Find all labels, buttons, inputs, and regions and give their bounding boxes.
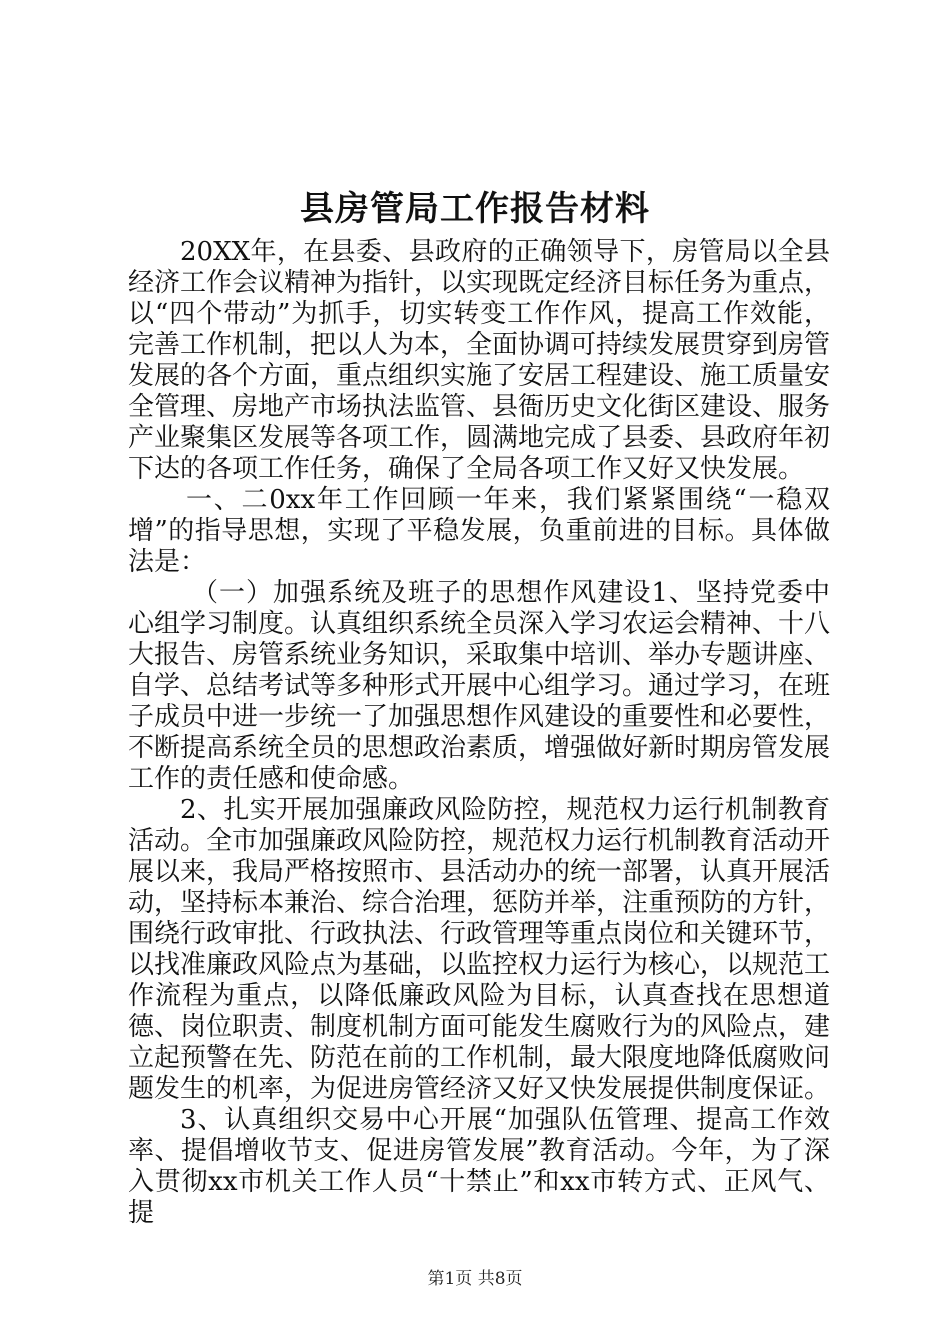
document-body	[128, 237, 830, 1229]
page-number-footer: 第1页 共8页	[427, 1269, 523, 1289]
paragraph-item-2: 2、扎实开展加强廉政风险防控，规范权力运行机制教育活动。全市加强廉政风险防控，规范权力运行机制教育活动开展以来，我局严格按照市、县活动办的统一部署，认真开展活动，坚持标本兼治、综合治理，惩防并举，注重预防的方针，围绕行政审批、行政执法、行政管理等重点岗位和关键环节，以找准廉政风险点为基础，以监控权力运行为核心，以规范工作流程为重点，以降低廉政风险为目标，认真查找在思想道德、岗位职责、制度机制方面可能发生腐败行为的风险点，建立起预警在先、防范在前的工作机制，最大限度地降低腐败问题发生的机率，为促进房管经济又好又快发展提供制度保证。	[128, 795, 831, 1104]
paragraph-intro: 20XX年，在县委、县政府的正确领导下，房管局以全县经济工作会议精神为指针，以实现既定经济目标任务为重点，以“四个带动”为抓手，切实转变工作作风，提高工作效能，完善工作机制，把以人为本，全面协调可持续发展贯穿到房管发展的各个方面，重点组织实施了安居工程建设、施工质量安全管理、房地产市场执法监管、县衙历史文化街区建设、服务产业聚集区发展等各项工作，圆满地完成了县委、县政府年初下达的各项工作任务，确保了全局各项工作又好又快发展。	[128, 237, 831, 484]
paragraph-section-1: （一）加强系统及班子的思想作风建设1、坚持党委中心组学习制度。认真组织系统全员深入学习农运会精神、十八大报告、房管系统业务知识，采取集中培训、举办专题讲座、自学、总结考试等多种形式开展中心组学习。通过学习，在班子成员中进一步统一了加强思想作风建设的重要性和必要性，不断提高系统全员的思想政治素质，增强做好新时期房管发展工作的责任感和使命感。	[128, 578, 831, 794]
document-title: 县房管局工作报告材料	[300, 189, 650, 229]
paragraph-item-3: 3、认真组织交易中心开展“加强队伍管理、提高工作效率、提倡增收节支、促进房管发展”教育活动。今年，为了深入贯彻xx市机关工作人员“十禁止”和xx市转方式、正风气、提	[128, 1105, 830, 1228]
paragraph-review: 一、二0xx年工作回顾一年来，我们紧紧围绕“一稳双增”的指导思想，实现了平稳发展，负重前进的目标。具体做法是：	[128, 485, 830, 577]
